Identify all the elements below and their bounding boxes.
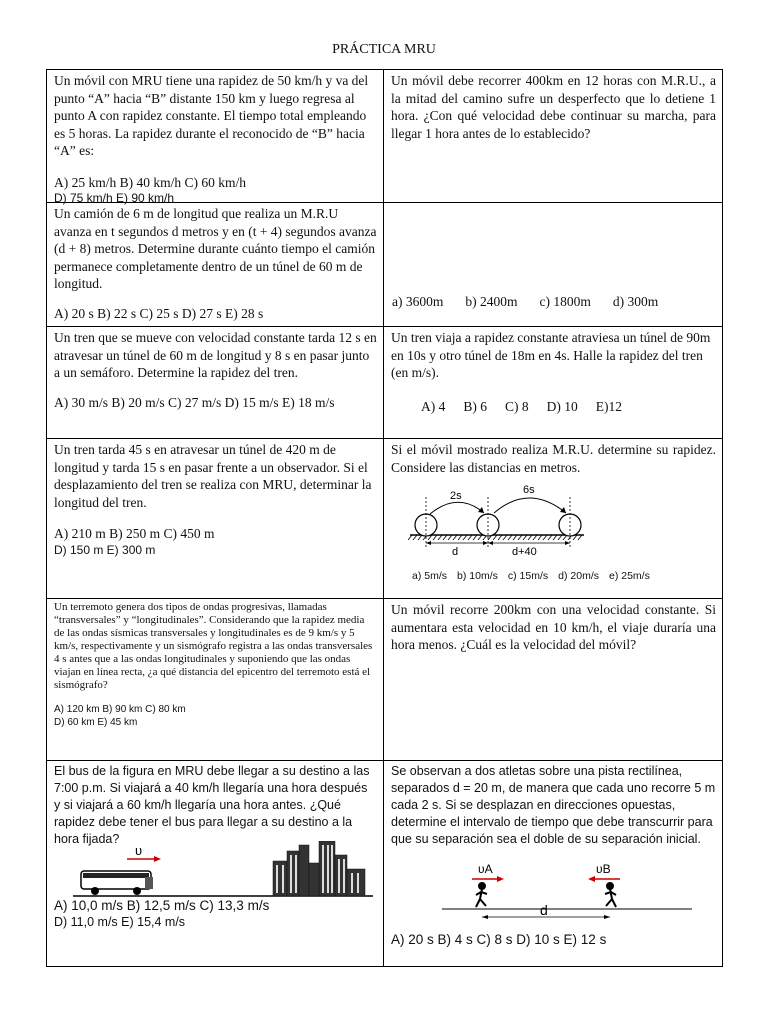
distance-label: d: [540, 902, 548, 918]
problem-text: Un móvil recorre 200km con una velocidad constante. Si aumentara esta velocidad en 10 km/h, el viaje duraría una hora menos. ¿Cuál es la velocidad del móvil?: [391, 602, 716, 652]
bus-city-figure: [73, 841, 383, 901]
problem-options: A) 20 s B) 4 s C) 8 s D) 10 s E) 12 s: [391, 932, 607, 947]
time-label-2: 6s: [523, 485, 535, 496]
runner-a-icon: [476, 883, 487, 907]
problem-2: [384, 70, 722, 202]
page-title: PRÁCTICA MRU: [332, 42, 436, 57]
problem-options: A) 10,0 m/s B) 12,5 m/s C) 13,3 m/s: [54, 898, 270, 913]
problem-text: Un tren que se mueve con velocidad constante tarda 12 s en atravesar un túnel de 60 m de longitud y 8 s en pasar junto a un semáforo. Determine la rapidez del tren.: [54, 330, 377, 380]
problem-text: Se observan a dos atletas sobre una pista rectilínea, separados d = 20 m, de manera que cada uno recorre 5 m cada 2 s. Si se desplazan en direcciones opuestas, determine el intervalo de tiempo que debe transcurrir para que su separación sea el doble de su separación inicial.: [391, 764, 716, 846]
problem-12: [384, 761, 722, 966]
option: e) 25m/s: [609, 570, 650, 582]
option: E)12: [595, 398, 622, 414]
problem-text: Un móvil debe recorrer 400km en 12 horas con M.R.U., a la mitad del camino sufre un desperfecto que lo detiene 1 hora. ¿Con qué velocidad debe continuar su marcha, para llegar 1 hora antes de lo establecido?: [391, 73, 716, 141]
problem-text: Un camión de 6 m de longitud que realiza un M.R.U avanza en t segundos d metros y en (t + 4) segundos avanza (d + 8) metros. Determine durante cuánto tiempo el camión permanece completamente dentro de un túnel de 60 m de longitud.: [54, 206, 377, 291]
distance-label-1: d: [452, 546, 459, 558]
velocity-a-label: υA: [478, 862, 493, 876]
problem-8: [384, 439, 722, 598]
velocity-label: υ: [135, 843, 143, 858]
ground-hatch: [408, 535, 584, 540]
problem-text: El bus de la figura en MRU debe llegar a su destino a las 7:00 p.m. Si viajará a 40 km/h llegaría una hora después y si viajará a 60 km/h llegaría una hora antes. ¿Qué rapidez debe tener el bus para llegar a su destino a la hora fijada?: [54, 764, 370, 846]
problem-6: [384, 327, 722, 438]
option: b) 2400m: [465, 294, 518, 309]
table-row: [47, 327, 722, 439]
table-row: [47, 203, 722, 327]
velocity-b-label: υB: [596, 862, 611, 876]
table-row: [47, 599, 722, 761]
problem-options: [392, 293, 658, 311]
problem-options: D) 75 km/h E) 90 km/h: [54, 191, 175, 205]
problem-options: D) 11,0 m/s E) 15,4 m/s: [54, 915, 186, 929]
option: d) 300m: [612, 294, 659, 309]
problem-1: [47, 70, 384, 205]
problem-9: [47, 599, 384, 760]
city-skyline-icon: [273, 841, 365, 896]
problem-text: Un tren viaja a rapidez constante atraviesa un túnel de 90m en 10s y otro túnel de 18m en 4s. Halle la rapidez del tren (en m/s).: [391, 330, 711, 380]
option: B) 6: [463, 398, 487, 414]
arc-arrow-1: [430, 502, 484, 514]
problem-options: A) 120 km B) 90 km C) 80 km: [54, 704, 186, 715]
distance-label-2: d+40: [512, 546, 537, 558]
problem-7: [47, 439, 384, 598]
time-label-1: 2s: [450, 490, 462, 502]
option: a) 5m/s: [412, 570, 448, 582]
problem-text: Un terremoto genera dos tipos de ondas progresivas, llamadas “transversales” y “longitudinales”. Considerando que la rapidez media de las ondas sísmicas transversales y longitudinales es de 9 km/s y 5 km/s, respectivamente y un sismógrafo registra a las ondas transversales 4 s antes que a las ondas longitudinales y suponiendo que las ondas viajan en línea recta, ¿a qué distancia del epicentro del terremoto está el sismógrafo?: [54, 601, 373, 691]
arc-arrow-2: [494, 498, 566, 513]
problem-5: [47, 327, 384, 438]
problem-options: D) 60 km E) 45 km: [54, 716, 138, 728]
mru-figure: [408, 485, 608, 563]
option: a) 3600m: [392, 294, 444, 309]
problem-table: [46, 69, 723, 967]
problem-text: Un móvil con MRU tiene una rapidez de 50 km/h y va del punto “A” hacia “B” distante 150 km y luego regresa al punto A con rapidez constante. El tiempo total empleando es 5 horas. La rapidez durante el reconocido de “B” hacia “A” es:: [54, 73, 369, 158]
problem-3: [47, 203, 384, 326]
table-row: [47, 70, 722, 203]
table-row: [47, 761, 722, 967]
problem-4: [384, 203, 722, 326]
problem-options: A) 25 km/h B) 40 km/h C) 60 km/h: [54, 174, 246, 190]
problem-11: [47, 761, 384, 966]
problem-text: Un tren tarda 45 s en atravesar un túnel de 420 m de longitud y tarda 15 s en pasar frente a un observador. Si el desplazamiento del tren se realiza con MRU, determinar la longitud del tren.: [54, 442, 372, 510]
option: c) 1800m: [539, 294, 591, 309]
problem-options: [412, 570, 650, 582]
problem-options: A) 30 m/s B) 20 m/s C) 27 m/s D) 15 m/s E) 18 m/s: [54, 394, 335, 410]
problem-options: A) 20 s B) 22 s C) 25 s D) 27 s E) 28 s: [54, 305, 264, 321]
option: b) 10m/s: [457, 570, 498, 582]
option: C) 8: [505, 398, 529, 414]
option: D) 10: [546, 398, 578, 414]
table-row: [47, 439, 722, 599]
runner-b-icon: [605, 883, 616, 907]
problem-options: [421, 398, 716, 416]
problem-10: [384, 599, 722, 760]
problem-options: A) 210 m B) 250 m C) 450 m: [54, 526, 215, 541]
problem-text: Si el móvil mostrado realiza M.R.U. determine su rapidez. Considere las distancias en metros.: [391, 442, 716, 475]
problem-options: D) 150 m E) 300 m: [54, 542, 156, 557]
option: A) 4: [421, 398, 446, 414]
option: d) 20m/s: [558, 570, 599, 582]
option: c) 15m/s: [507, 570, 549, 582]
athletes-figure: [442, 861, 722, 931]
bus-icon: [81, 871, 153, 895]
